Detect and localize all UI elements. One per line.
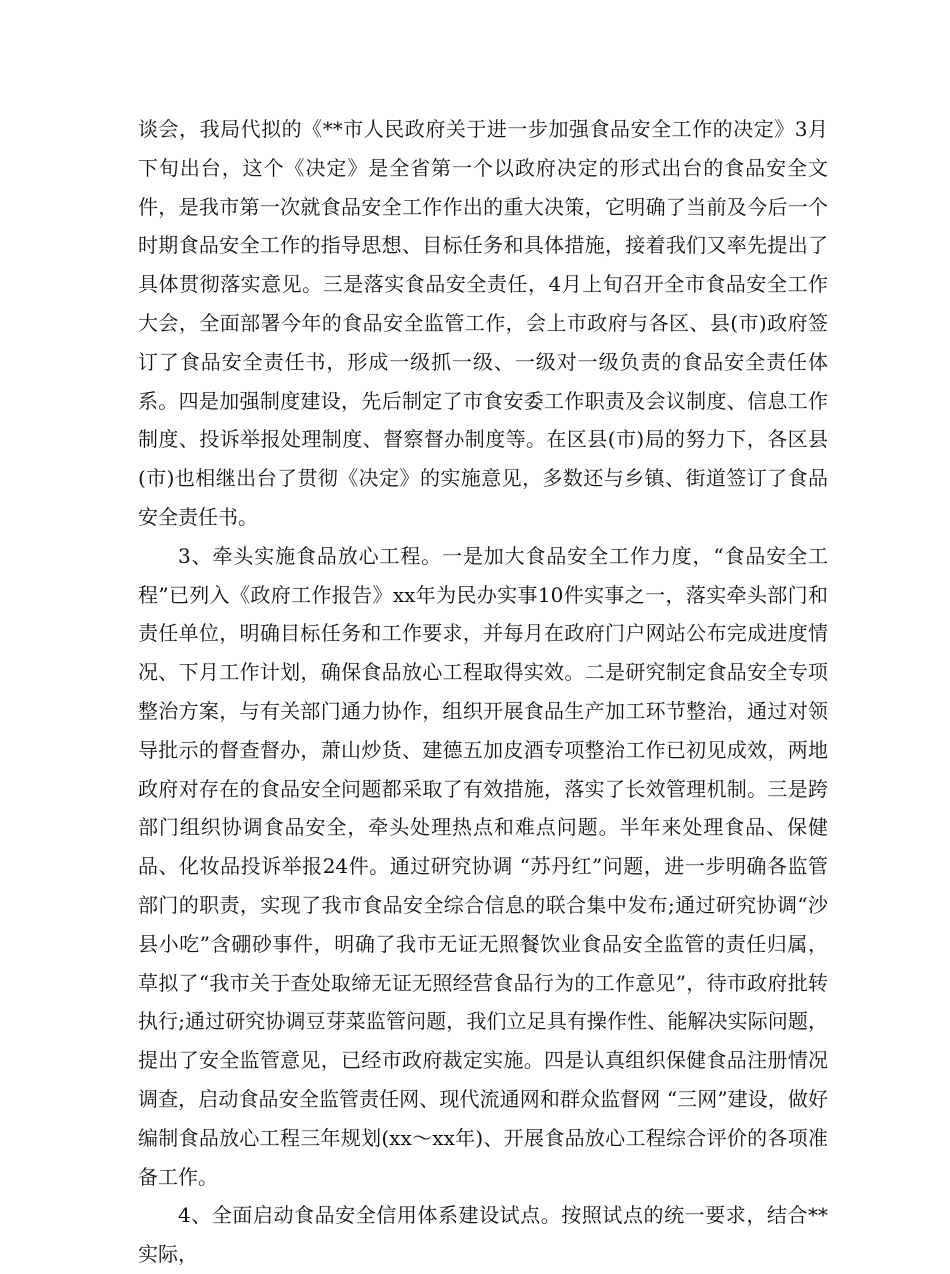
document-body bbox=[138, 110, 828, 1274]
paragraph-continuation: 谈会，我局代拟的《**市人民政府关于进一步加强食品安全工作的决定》3月下旬出台，这个《决定》是全省第一个以政府决定的形式出台的食品安全文件，是我市第一次就食品安全工作作出的重大决策，它明确了当前及今后一个时期食品安全工作的指导思想、目标任务和具体措施，接着我们又率先提出了具体贯彻落实意见。三是落实食品安全责任，4月上旬召开全市食品安全工作大会，全面部署今年的食品安全监管工作，会上市政府与各区、县(市)政府签订了食品安全责任书，形成一级抓一级、一级对一级负责的食品安全责任体系。四是加强制度建设，先后制定了市食安委工作职责及会议制度、信息工作制度、投诉举报处理制度、督察督办制度等。在区县(市)局的努力下，各区县(市)也相继出台了贯彻《决定》的实施意见，多数还与乡镇、街道签订了食品安全责任书。 bbox=[138, 117, 828, 529]
paragraph-item-4: 4、全面启动食品安全信用体系建设试点。按照试点的统一要求，结合**实际， bbox=[138, 1203, 828, 1267]
paragraph-item-3: 3、牵头实施食品放心工程。一是加大食品安全工作力度，“食品安全工程”已列入《政府工作报告》xx年为民办实事10件实事之一，落实牵头部门和责任单位，明确目标任务和工作要求，并每月在政府门户网站公布完成进度情况、下月工作计划，确保食品放心工程取得实效。二是研究制定食品安全专项整治方案，与有关部门通力协作，组织开展食品生产加工环节整治，通过对领导批示的督查督办，萧山炒货、建德五加皮酒专项整治工作已初见成效，两地政府对存在的食品安全问题都采取了有效措施，落实了长效管理机制。三是跨部门组织协调食品安全，牵头处理热点和难点问题。半年来处理食品、保健品、化妆品投诉举报24件。通过研究协调 “苏丹红”问题，进一步明确各监管部门的职责，实现了我市食品安全综合信息的联合集中发布;通过研究协调“沙县小吃”含硼砂事件，明确了我市无证无照餐饮业食品安全监管的责任归属，草拟了“我市关于查处取缔无证无照经营食品行为的工作意见”，待市政府批转执行;通过研究协调豆芽菜监管问题，我们立足具有操作性、能解决实际问题，提出了安全监管意见，已经市政府裁定实施。四是认真组织保健食品注册情况调查，启动食品安全监管责任网、现代流通网和群众监督网 “三网”建设，做好编制食品放心工程三年规划(xx～xx年)、开展食品放心工程综合评价的各项准备工作。 bbox=[138, 543, 828, 1189]
